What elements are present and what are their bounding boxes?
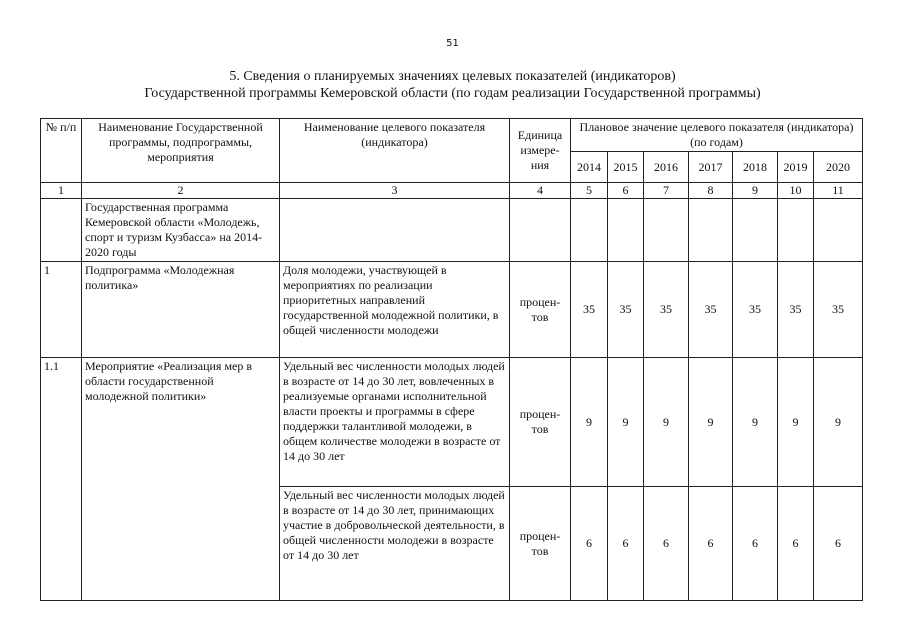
row-value: 6 <box>814 487 863 601</box>
column-number: 1 <box>41 183 82 199</box>
row-name: Государственная программа Кемеровской области «Молодежь, спорт и туризм Кузбасса» на 2014-2020 годы <box>82 199 280 262</box>
header-year: 2015 <box>608 152 644 183</box>
row-num <box>41 199 82 262</box>
header-year: 2020 <box>814 152 863 183</box>
column-number: 7 <box>644 183 689 199</box>
row-indicator: Доля молодежи, участвующей в мероприятиях по реализации приоритетных направлений государственной молодежной политики, в общей численности молодежи <box>280 262 510 358</box>
column-number: 10 <box>778 183 814 199</box>
header-year: 2018 <box>733 152 778 183</box>
row-value <box>733 199 778 262</box>
table-row <box>41 199 863 262</box>
header-year: 2014 <box>571 152 608 183</box>
column-number: 2 <box>82 183 280 199</box>
row-name: Подпрограмма «Молодежная политика» <box>82 262 280 358</box>
row-value <box>689 199 733 262</box>
row-num: 1.1 <box>41 358 82 601</box>
column-number: 6 <box>608 183 644 199</box>
row-value: 6 <box>733 487 778 601</box>
row-value: 6 <box>778 487 814 601</box>
row-value <box>571 199 608 262</box>
header-year: 2017 <box>689 152 733 183</box>
row-value: 35 <box>571 262 608 358</box>
row-unit <box>510 199 571 262</box>
column-number: 5 <box>571 183 608 199</box>
column-number: 11 <box>814 183 863 199</box>
row-name: Мероприятие «Реализация мер в области государственной молодежной политики» <box>82 358 280 601</box>
header-year: 2019 <box>778 152 814 183</box>
column-number: 4 <box>510 183 571 199</box>
table-row <box>41 262 863 358</box>
page-number: 51 <box>446 38 459 49</box>
row-value: 6 <box>608 487 644 601</box>
row-value: 9 <box>814 358 863 487</box>
section-title-line-2: Государственной программы Кемеровской области (по годам реализации Государственной программы) <box>144 86 761 101</box>
row-value: 35 <box>733 262 778 358</box>
row-value: 6 <box>689 487 733 601</box>
header-indicator: Наименование целевого показателя (индикатора) <box>280 119 510 183</box>
column-number-row <box>41 183 863 199</box>
row-value: 9 <box>571 358 608 487</box>
header-row <box>41 119 863 152</box>
header-num: № п/п <box>41 119 82 183</box>
row-value: 6 <box>571 487 608 601</box>
header-year: 2016 <box>644 152 689 183</box>
row-value: 9 <box>778 358 814 487</box>
row-value: 9 <box>689 358 733 487</box>
section-title-line-1: 5. Сведения о планируемых значениях целевых показателей (индикаторов) <box>229 69 676 84</box>
row-value <box>608 199 644 262</box>
row-unit: процен-тов <box>510 487 571 601</box>
table-row <box>41 358 863 487</box>
column-number: 9 <box>733 183 778 199</box>
row-indicator: Удельный вес численности молодых людей в возрасте от 14 до 30 лет, вовлеченных в реализуемые органами исполнительной власти проекты и программы в сфере поддержки талантливой молодежи, в общем количестве молодежи в возрасте от 14 до 30 лет <box>280 358 510 487</box>
row-unit: процен-тов <box>510 262 571 358</box>
header-name: Наименование Государственной программы, подпрограммы, мероприятия <box>82 119 280 183</box>
row-value: 9 <box>733 358 778 487</box>
row-indicator <box>280 199 510 262</box>
section-title <box>0 68 905 102</box>
header-planned: Плановое значение целевого показателя (индикатора) (по годам) <box>571 119 863 152</box>
row-indicator: Удельный вес численности молодых людей в возрасте от 14 до 30 лет, принимающих участие в добровольческой деятельности, в общей численности молодежи в возрасте от 14 до 30 лет <box>280 487 510 601</box>
row-value <box>644 199 689 262</box>
row-value: 35 <box>814 262 863 358</box>
row-value: 9 <box>644 358 689 487</box>
row-value: 9 <box>608 358 644 487</box>
row-value <box>778 199 814 262</box>
column-number: 8 <box>689 183 733 199</box>
row-value: 35 <box>608 262 644 358</box>
header-unit: Единица измере-ния <box>510 119 571 183</box>
indicators-table <box>40 118 863 601</box>
row-value: 6 <box>644 487 689 601</box>
row-unit: процен-тов <box>510 358 571 487</box>
row-num: 1 <box>41 262 82 358</box>
row-value <box>814 199 863 262</box>
row-value: 35 <box>644 262 689 358</box>
row-value: 35 <box>778 262 814 358</box>
row-value: 35 <box>689 262 733 358</box>
column-number: 3 <box>280 183 510 199</box>
